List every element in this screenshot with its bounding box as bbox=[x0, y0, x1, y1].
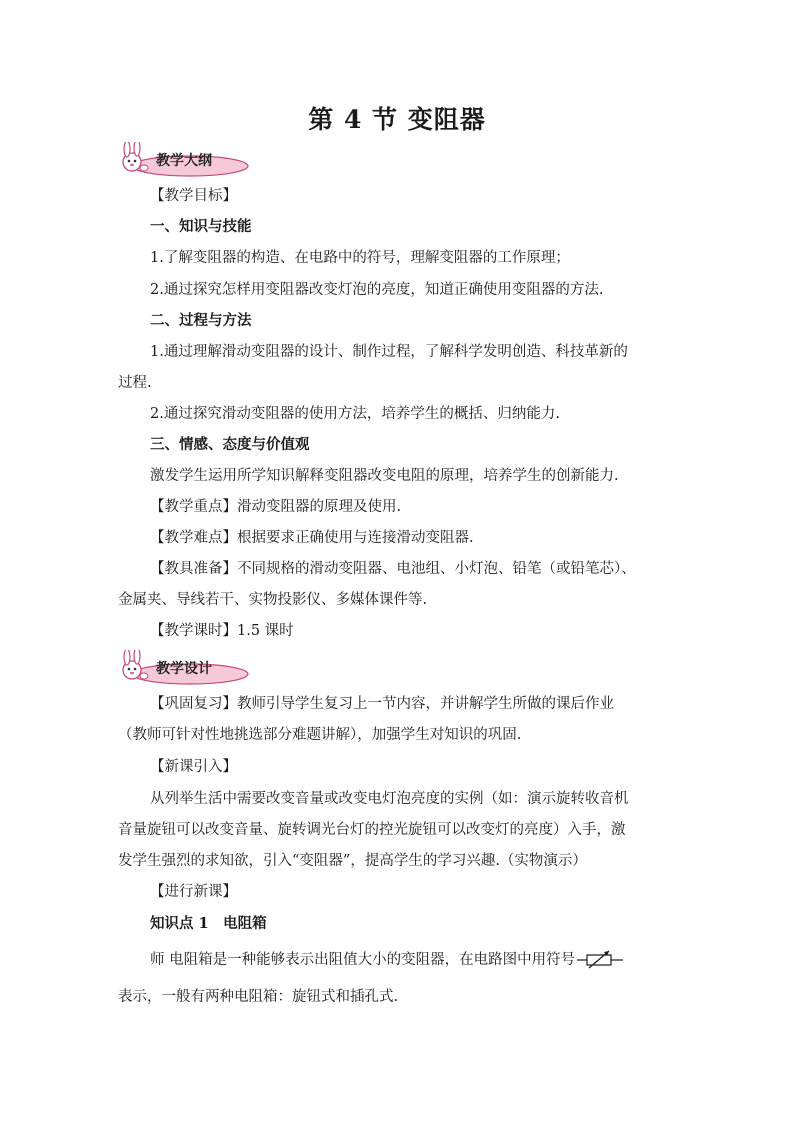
process-item-2: 2.通过探究滑动变阻器的使用方法，培养学生的概括、归纳能力. bbox=[150, 406, 560, 422]
attitude-item-1: 激发学生运用所学知识解释变阻器改变电阻的原理，培养学生的创新能力. bbox=[150, 468, 619, 484]
class-hours: 【教学课时】1.5 课时 bbox=[150, 623, 294, 639]
knowledge-item-2: 2.通过探究怎样用变阻器改变灯泡的亮度，知道正确使用变阻器的方法. bbox=[150, 282, 604, 298]
teaching-tools-line-1: 【教具准备】不同规格的滑动变阻器、电池组、小灯泡、铅笔（或铅笔芯）、 bbox=[150, 561, 636, 577]
new-lesson-heading: 【进行新课】 bbox=[150, 884, 237, 900]
section-badge-design bbox=[118, 650, 258, 686]
key-point: 【教学重点】滑动变阻器的原理及使用. bbox=[150, 499, 402, 515]
intro-line-1: 从列举生活中需要改变音量或改变电灯泡亮度的实例（如：演示旋转收音机 bbox=[150, 791, 629, 807]
teaching-tools-line-2: 金属夹、导线若干、实物投影仪、多媒体课件等. bbox=[118, 592, 428, 608]
intro-heading: 【新课引入】 bbox=[150, 759, 237, 775]
process-item-1-line-1: 1.通过理解滑动变阻器的设计、制作过程，了解科学发明创造、科技革新的 bbox=[150, 344, 628, 360]
resistance-box-line-1 bbox=[150, 949, 710, 971]
page-title: 第 4 节 变阻器 bbox=[308, 105, 486, 134]
difficult-point: 【教学难点】根据要求正确使用与连接滑动变阻器. bbox=[150, 530, 474, 546]
section-badge-outline bbox=[118, 142, 258, 178]
badge-label-outline: 教学大纲 bbox=[156, 153, 212, 169]
section-process-heading: 二、过程与方法 bbox=[150, 312, 252, 329]
knowledge-point-1-heading: 知识点 1 电阻箱 bbox=[150, 915, 267, 932]
badge-label-design: 教学设计 bbox=[156, 661, 212, 677]
goal-heading: 【教学目标】 bbox=[150, 188, 237, 204]
knowledge-item-1: 1.了解变阻器的构造、在电路中的符号，理解变阻器的工作原理； bbox=[150, 250, 570, 266]
review-line-2: （教师可针对性地挑选部分难题讲解），加强学生对知识的巩固. bbox=[118, 727, 522, 743]
intro-line-2: 音量旋钮可以改变音量、旋转调光台灯的控光旋钮可以改变灯的亮度）入手，激 bbox=[118, 822, 626, 838]
variable-resistor-symbol-icon bbox=[577, 949, 623, 971]
resistance-box-text: 师 电阻箱是一种能够表示出阻值大小的变阻器，在电路图中用符号 bbox=[150, 952, 576, 968]
section-attitude-heading: 三、情感、态度与价值观 bbox=[150, 436, 310, 453]
intro-line-3: 发学生强烈的求知欲，引入“变阻器”，提高学生的学习兴趣.（实物演示） bbox=[118, 853, 587, 869]
resistance-box-line-2: 表示，一般有两种电阻箱：旋钮式和插孔式. bbox=[118, 989, 399, 1005]
process-item-1-line-2: 过程. bbox=[118, 375, 152, 391]
section-knowledge-heading: 一、知识与技能 bbox=[150, 218, 252, 235]
review-line-1: 【巩固复习】教师引导学生复习上一节内容，并讲解学生所做的课后作业 bbox=[150, 696, 614, 712]
